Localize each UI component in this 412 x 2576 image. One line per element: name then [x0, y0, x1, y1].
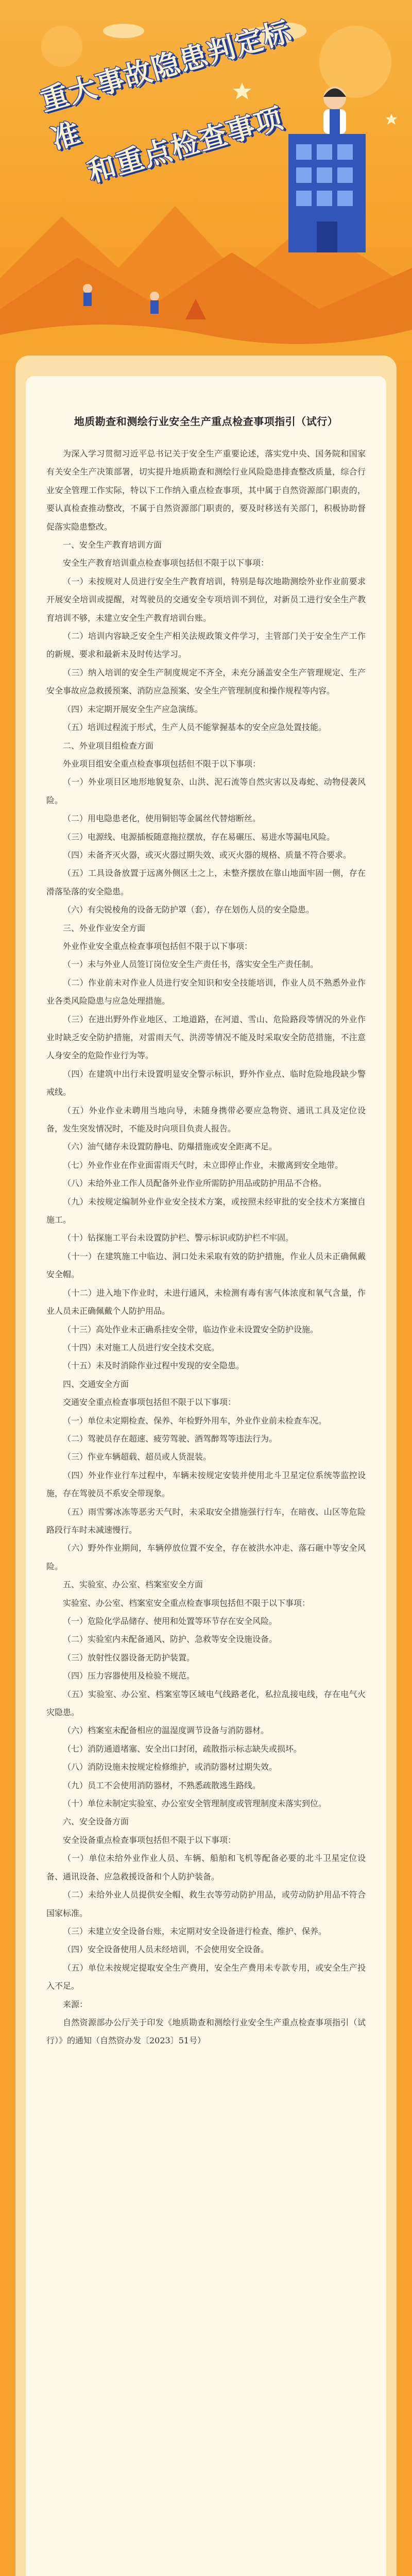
document-paragraph: （四）在建筑中出行未设置明显安全警示标识，野外作业点、临时危险地段缺少警戒线。 [46, 1069, 366, 1097]
document-paragraph: （一）单位未给外业作业人员、车辆、船舶和飞机等配备必要的北斗卫星定位设备、通讯设备、应急救援设备和个人防护装备。 [46, 1853, 366, 1882]
banner-title-line2: 和重点检查事项 [84, 101, 287, 189]
document-paragraph: 外业作业安全重点检查事项包括但不限于以下事项： [63, 941, 253, 951]
document-paragraph: （一）危险化学品储存、使用和处置等环节存在安全风险。 [63, 1616, 278, 1626]
document-paragraph: （二）用电隐患老化，使用铜铝等金属丝代替熔断丝。 [63, 814, 261, 824]
document-paragraph: （三）电源线、电源插板随意拖拉摆放，存在易碾压、易进水等漏电风险。 [63, 832, 335, 842]
document-paragraph: （四）未备齐灭火器，或灭火器过期失效、或灭火器的规格、质量不符合要求。 [63, 850, 352, 860]
document-body [46, 445, 366, 2050]
document-paragraph: （九）员工不会使用消防器材，不熟悉疏散逃生路线。 [63, 1780, 261, 1790]
document-paragraph: 三、外业作业安全方面 [63, 923, 146, 933]
document-paragraph: （四）外业作业行车过程中，车辆未按规定安装并使用北斗卫星定位系统等监控设施，存在驾驶员不系安全带现象。 [46, 1470, 366, 1499]
document-paragraph: （十）单位未制定实验室、办公室安全管理制度或管理制度未落实到位。 [63, 1799, 327, 1809]
document-paragraph: （七）外业作业在作业面雷雨天气时，未立即停止作业，未撤离到安全地带。 [63, 1160, 344, 1170]
document-paragraph: （十）钻探施工平台未设置防护栏、警示标识或防护栏不牢固。 [63, 1233, 294, 1243]
document-paragraph: 安全生产教育培训重点检查事项包括但不限于以下事项： [63, 558, 269, 568]
document-paragraph: 二、外业项目组检查方面 [63, 740, 154, 751]
document-paragraph: （二）实验室内未配备通风、防护、急救等安全设施设备。 [63, 1634, 278, 1645]
document-paragraph: （十一）在建筑施工中临边、洞口处未采取有效的防护措施，作业人员未正确佩戴安全帽。 [46, 1251, 366, 1280]
document-paragraph: （三）作业车辆超载、超员或人货混装。 [63, 1452, 212, 1462]
document-paragraph: 一、安全生产教育培训方面 [63, 540, 162, 550]
document-paragraph: （二）培训内容缺乏安全生产相关法规政策文件学习，主管部门关于安全生产工作的新规、要求和最新未及时传达学习。 [46, 631, 366, 659]
document-paragraph: （四）压力容器使用及检验不规范。 [63, 1671, 195, 1681]
document-title: 地质勘查和测绘行业安全生产重点检查事项指引（试行） [74, 415, 338, 428]
document-paragraph: （五）外业作业未聘用当地向导，未随身携带必要应急物资、通讯工具及定位设备，发生突发情况时，不能及时向项目负责人报告。 [46, 1105, 366, 1134]
document-paragraph: 来源： [63, 1999, 88, 2009]
document-paragraph: （三）未建立安全设备台账，未定期对安全设备进行检查、维护、保养。 [63, 1926, 327, 1936]
document-paragraph: （十五）未及时消除作业过程中发现的安全隐患。 [63, 1361, 245, 1371]
document-paragraph: （五）单位未按规定提取安全生产费用，安全生产费用未专款专用，或安全生产投入不足。 [46, 1962, 366, 1991]
document-paragraph: （八）消防设施未按规定检修维护，或消防器材过期失效。 [63, 1762, 278, 1772]
document-paragraph: 四、交通安全方面 [63, 1379, 129, 1389]
document-paragraph: （十三）高处作业未正确系挂安全带，临边作业未设置安全防护设施。 [63, 1324, 319, 1334]
document-paragraph: （六）野外作业期间，车辆停放位置不安全，存在被洪水冲走、落石砸中等安全风险。 [46, 1543, 366, 1571]
banner-title-line1: 重大事故隐患判定标准 [37, 14, 296, 156]
document-paragraph: 实验室、办公室、档案室安全重点检查事项包括但不限于以下事项： [63, 1598, 311, 1608]
document-paragraph: （一）未按规对人员进行安全生产教育培训，特别是每次地勘测绘外业作业前要求开展安全培训或提醒，对驾驶员的交通安全专项培训不到位，对新员工进行安全生产教育培训不够，未建立安全生产教育培训台账。 [46, 576, 366, 623]
document-paragraph: （七）消防通道堵塞、安全出口封闭，疏散指示标志缺失或损坏。 [63, 1743, 302, 1754]
document-paragraph: （五）雨雪雾冰冻等恶劣天气时，未采取安全措施强行行车，在暗夜、山区等危险路段行车时未减速慢行。 [46, 1506, 366, 1535]
document-paragraph: 五、实验室、办公室、档案室安全方面 [63, 1580, 203, 1590]
document-paragraph: （六）档案室未配备相应的温湿度调节设备与消防器材。 [63, 1725, 269, 1736]
document-paragraph: （一）外业项目区地形地貌复杂、山洪、泥石流等自然灾害以及毒蛇、动物侵袭风险。 [46, 777, 366, 805]
document-paragraph: （四）安全设备使用人员未经培训，不会使用安全设备。 [63, 1944, 269, 1955]
document-paragraph: （五）培训过程流于形式，生产人员不能掌握基本的安全应急处置技能。 [63, 722, 327, 733]
document-paragraph: （二）作业前未对作业人员进行安全知识和安全技能培训，作业人员不熟悉外业作业各类风险隐患与应急处理措施。 [46, 977, 366, 1006]
document-paragraph: （六）有尖锐棱角的设备无防护罩（套），存在划伤人员的安全隐患。 [63, 905, 315, 915]
document-paragraph: 自然资源部办公厅关于印发《地质勘查和测绘行业安全生产重点检查事项指引（试行）》的通知（自然资办发〔2023〕51号） [46, 2017, 366, 2046]
document-paragraph: （二）驾驶员存在超速、疲劳驾驶、酒驾醉驾等违法行为。 [63, 1433, 278, 1444]
document-paragraph: （一）未与外业人员签订岗位安全生产责任书，落实安全生产责任制。 [63, 959, 319, 970]
document-paragraph: （九）未按规定编制外业作业安全技术方案，或按照未经审批的安全技术方案擅自施工。 [46, 1196, 366, 1225]
content-card [26, 376, 386, 2576]
document-paragraph: 为深入学习贯彻习近平总书记关于安全生产重要论述，落实党中央、国务院和国家有关安全生产决策部署，切实提升地质勘查和测绘行业风险隐患排查整改质量，综合行业安全管理工作实际，特以下工作纳入重点检查事项，其中属于自然资源部门职责的，要认真检查推动整改，不属于自然资源部门职责的，要及时移送有关部门，积极协助督促落实隐患整改。 [46, 449, 366, 532]
document-paragraph: （三）纳入培训的安全生产制度规定不齐全，未充分涵盖安全生产管理规定、生产安全事故应急救援预案、消防应急预案、安全生产管理制度和操作规程等内容。 [46, 667, 366, 696]
header-banner [0, 0, 412, 361]
document-paragraph: 安全设备重点检查事项包括但不限于以下事项： [63, 1835, 236, 1845]
content-card-frame [15, 355, 397, 2576]
document-paragraph: （五）工具设备放置于远离外侧区土之上，未整齐摆放在靠山地面牢固一侧，存在滑落坠落的安全隐患。 [46, 868, 366, 896]
document-paragraph: 六、安全设备方面 [63, 1817, 129, 1827]
document-paragraph: （八）未给外业工作人员配备外业作业所需防护用品或防护用品不合格。 [63, 1178, 327, 1189]
document-paragraph: 交通安全重点检查事项包括但不限于以下事项： [63, 1397, 236, 1408]
document-paragraph: （三）在进出野外作业地区、工地道路，在河道、雪山、危险路段等情况的外业作业时缺乏安全防护措施，对雷雨天气、洪涝等情况不能及时采取安全防范措施，不注意人身安全的危险作业行为等。 [46, 1014, 366, 1061]
document-paragraph: （六）油气储存未设置防静电、防爆措施或安全距离不足。 [63, 1142, 278, 1152]
document-paragraph: 外业项目组安全重点检查事项包括但不限于以下事项： [63, 758, 261, 769]
document-paragraph: （十二）进入地下作业时，未进行通风，未检测有毒有害气体浓度和氧气含量，作业人员未正确佩戴个人防护用品。 [46, 1287, 366, 1316]
document-paragraph: （三）放射性仪器设备无防护装置。 [63, 1652, 195, 1663]
document-paragraph: （五）实验室、办公室、档案室等区域电气线路老化，私拉乱接电线，存在电气火灾隐患。 [46, 1689, 366, 1718]
document-paragraph: （十四）未对施工人员进行安全技术交底。 [63, 1342, 220, 1352]
document-paragraph: （一）单位未定期检查、保养、年检野外用车，外业作业前未检查车况。 [63, 1415, 327, 1426]
document-paragraph: （四）未定期开展安全生产应急演练。 [63, 704, 203, 714]
document-paragraph: （二）未给外业人员提供安全帽、救生衣等劳动防护用品，或劳动防护用品不符合国家标准。 [46, 1890, 366, 1918]
